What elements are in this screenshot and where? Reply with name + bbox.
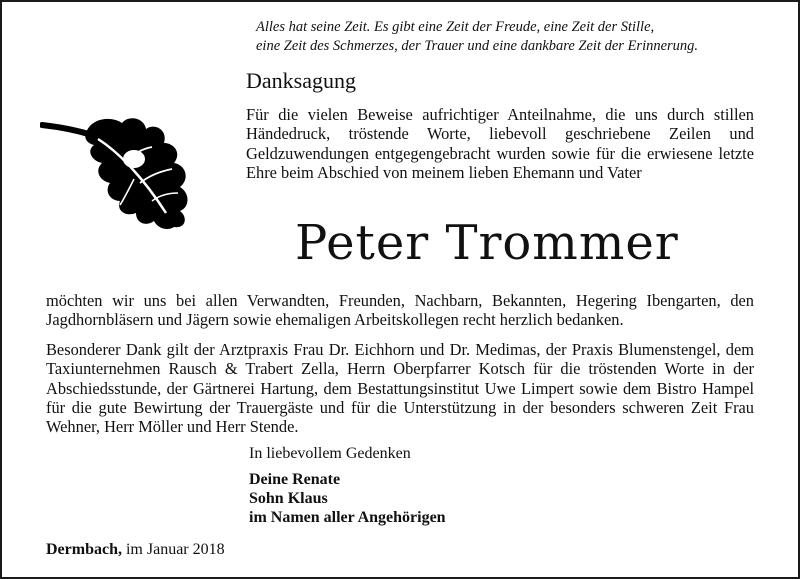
- motto: [256, 18, 776, 56]
- motto-line-2: eine Zeit des Schmerzes, der Trauer und eine dankbare Zeit der Erinnerung.: [256, 38, 699, 54]
- motto-line-1: Alles hat seine Zeit. Es gibt eine Zeit der Freude, eine Zeit der Stille,: [256, 19, 655, 35]
- date: im Januar 2018: [121, 541, 225, 558]
- place: Dermbach,: [46, 541, 122, 558]
- signer-3: im Namen aller Angehörigen: [249, 509, 446, 526]
- intro-paragraph: Für die vielen Beweise aufrichtiger Anteilnahme, die uns durch stillen Händedruck, tröstende Worte, liebevoll geschriebene Zeilen und Geldzuwendungen entgegengebracht wurden sowie für die erwiesene letzte Ehre beim Abschied von meinem lieben Ehemann und Vater: [246, 105, 754, 182]
- special-thanks-paragraph: Besonderer Dank gilt der Arztpraxis Frau Dr. Eichhorn und Dr. Medimas, der Praxis Blumenstengel, dem Taxiunternehmen Rausch & Trabert Zella, Herrn Oberpfarrer Kotsch für die tröstenden Worte in der Abschiedsstunde, der Gärtnerei Hartung, dem Bestattungsinstitut Uwe Limpert sowie dem Bistro Hampel für die gute Bewirtung der Trauergäste und für die Unterstützung in der besonders schweren Zeit Frau Wehner, Herr Möller und Herr Stende.: [46, 340, 754, 437]
- oak-leaf-icon: [40, 113, 230, 233]
- thanks-paragraph: möchten wir uns bei allen Verwandten, Freunden, Nachbarn, Bekannten, Hegering Ibengarten, den Jagdhornbläsern und Jägern sowie ehemaligen Arbeitskollegen recht herzlich bedanken.: [46, 291, 754, 330]
- signers: [249, 470, 446, 527]
- signer-1: Deine Renate: [249, 471, 341, 488]
- place-date: [46, 540, 225, 560]
- deceased-name: Peter Trommer: [295, 215, 679, 271]
- signer-2: Sohn Klaus: [249, 490, 328, 507]
- closing-line: In liebevollem Gedenken: [249, 445, 411, 462]
- page-title: Danksagung: [246, 68, 356, 93]
